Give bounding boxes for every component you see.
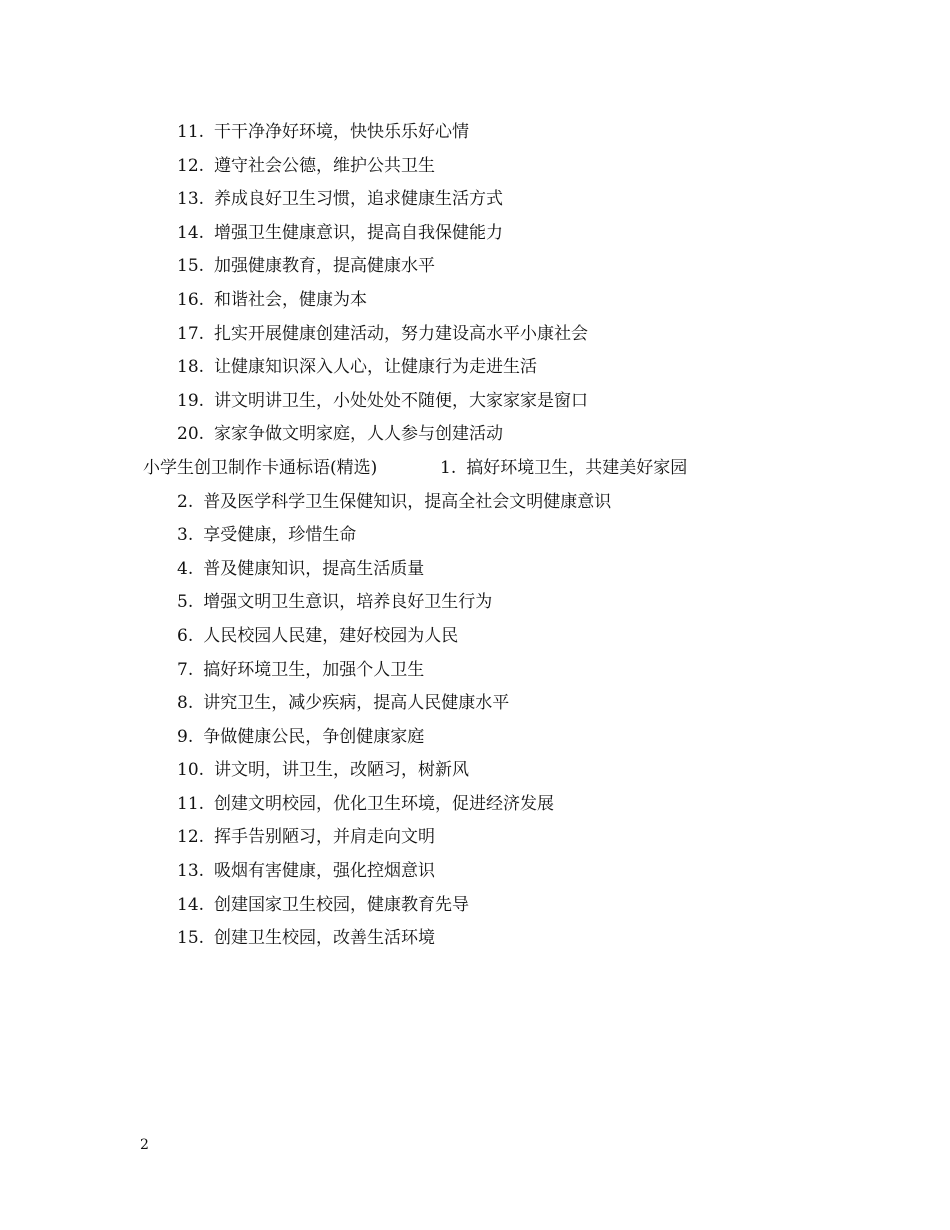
- item-number: 1.: [440, 457, 457, 478]
- item-text: 让健康知识深入人心，让健康行为走进生活: [214, 357, 538, 378]
- item-text: 普及健康知识，提高生活质量: [203, 558, 425, 579]
- item-text: 创建卫生校园，改善生活环境: [214, 928, 436, 949]
- list-item: [177, 284, 687, 318]
- item-number: 17.: [177, 323, 205, 344]
- item-text: 扎实开展健康创建活动，努力建设高水平小康社会: [214, 323, 589, 344]
- slogan-list: [143, 116, 688, 956]
- item-number: 8.: [177, 693, 194, 714]
- item-number: 12.: [177, 827, 205, 848]
- item-text: 讲文明，讲卫生，改陋习，树新风: [214, 760, 470, 781]
- item-text: 人民校园人民建，建好校园为人民: [203, 625, 459, 646]
- item-text: 搞好环境卫生，加强个人卫生: [203, 659, 425, 680]
- list-item: [177, 754, 687, 788]
- item-text: 干干净净好环境，快快乐乐好心情: [214, 122, 470, 142]
- list-item: [177, 318, 687, 352]
- list-item: [177, 150, 687, 184]
- item-number: 6.: [177, 625, 194, 646]
- item-number: 18.: [177, 357, 205, 378]
- list-item: [177, 250, 687, 284]
- item-text: 讲文明讲卫生，小处处处不随便，大家家家是窗口: [214, 390, 589, 411]
- list-item: [177, 687, 687, 721]
- list-item: [177, 821, 687, 855]
- item-text: 争做健康公民，争创健康家庭: [203, 726, 425, 747]
- item-number: 14.: [177, 222, 205, 243]
- item-text: 和谐社会，健康为本: [214, 289, 368, 310]
- list-item: [177, 183, 687, 217]
- list-item: [177, 418, 687, 452]
- item-number: 11.: [177, 793, 205, 814]
- list-item: [177, 922, 687, 956]
- item-text: 挥手告别陋习，并肩走向文明: [214, 827, 436, 848]
- item-number: 7.: [177, 659, 194, 680]
- item-number: 15.: [177, 256, 205, 277]
- list-item: [177, 721, 687, 755]
- list-item: [177, 788, 687, 822]
- list-item: [177, 553, 687, 587]
- list-item: [177, 586, 687, 620]
- item-number: 13.: [177, 861, 205, 882]
- item-text: 搞好环境卫生，共建美好家园: [466, 457, 688, 478]
- item-text: 养成良好卫生习惯，追求健康生活方式: [214, 189, 504, 210]
- list-item: [177, 519, 687, 553]
- item-number: 15.: [177, 928, 205, 949]
- item-number: 20.: [177, 424, 205, 445]
- item-text: 家家争做文明家庭，人人参与创建活动: [214, 424, 504, 445]
- list-item: [177, 889, 687, 923]
- item-number: 9.: [177, 726, 194, 747]
- item-number: 2.: [177, 491, 194, 512]
- item-text: 遵守社会公德，维护公共卫生: [214, 155, 436, 176]
- item-text: 创建国家卫生校园，健康教育先导: [214, 894, 470, 915]
- item-text: 增强文明卫生意识，培养良好卫生行为: [203, 592, 493, 613]
- list-item: [177, 385, 687, 419]
- section-heading: 小学生创卫制作卡通标语(精选): [143, 457, 378, 478]
- list-item: [177, 654, 687, 688]
- item-number: 10.: [177, 760, 205, 781]
- item-text: 享受健康，珍惜生命: [203, 525, 357, 546]
- item-number: 12.: [177, 155, 205, 176]
- section-heading-line: [143, 452, 687, 486]
- list-item: [177, 351, 687, 385]
- item-number: 19.: [177, 390, 205, 411]
- item-text: 普及医学科学卫生保健知识，提高全社会文明健康意识: [203, 491, 612, 512]
- page-number: 2: [140, 1137, 149, 1153]
- list-item: [177, 217, 687, 251]
- item-number: 13.: [177, 189, 205, 210]
- item-text: 加强健康教育，提高健康水平: [214, 256, 436, 277]
- list-item: [177, 620, 687, 654]
- item-number: 5.: [177, 592, 194, 613]
- item-text: 创建文明校园，优化卫生环境，促进经济发展: [214, 793, 555, 814]
- item-text: 讲究卫生，减少疾病，提高人民健康水平: [203, 693, 510, 714]
- item-number: 14.: [177, 894, 205, 915]
- list-item: [177, 116, 687, 150]
- item-number: 3.: [177, 525, 194, 546]
- list-item: [177, 486, 687, 520]
- item-number: 4.: [177, 558, 194, 579]
- item-text: 增强卫生健康意识，提高自我保健能力: [214, 222, 504, 243]
- item-number: 16.: [177, 289, 205, 310]
- item-text: 吸烟有害健康，强化控烟意识: [214, 861, 436, 882]
- list-item: [177, 855, 687, 889]
- item-number: 11.: [177, 122, 205, 142]
